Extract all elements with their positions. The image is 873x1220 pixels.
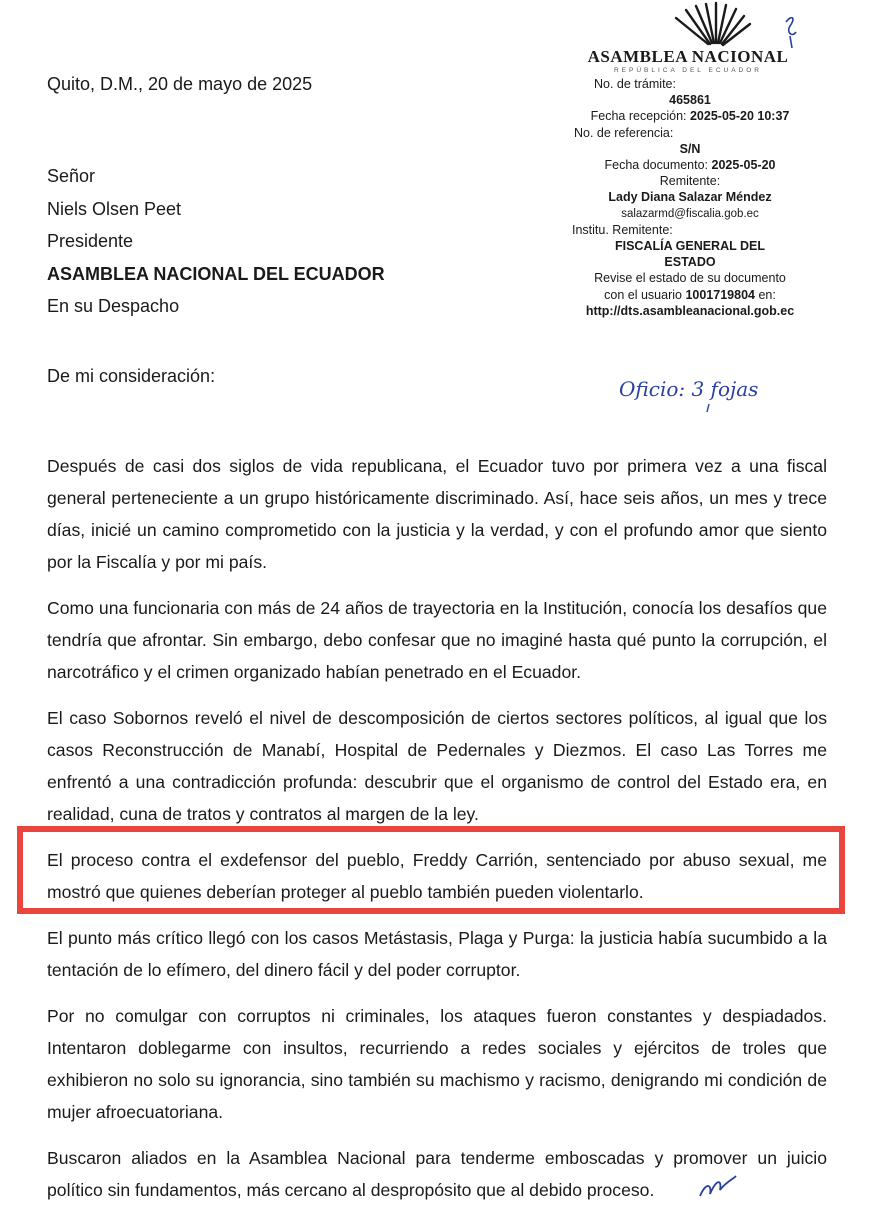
stamp-recepcion-value: 2025-05-20 10:37 — [689, 109, 790, 124]
recipient-name: Niels Olsen Peet — [47, 198, 182, 219]
stamp-tramite-label: No. de trámite: — [594, 77, 676, 91]
stamp-remitente-email: salazarmd@fiscalia.gob.ec — [621, 207, 759, 220]
stamp-remitente-label: Remitente: — [659, 174, 721, 189]
handwritten-mark-icon — [786, 18, 796, 48]
handwritten-underline-icon — [707, 404, 709, 412]
stamp-remitente-name: Lady Diana Salazar Méndez — [608, 190, 772, 205]
stamp-url: http://dts.asambleanacional.gob.ec — [585, 303, 795, 318]
logo-rays-icon — [676, 3, 750, 45]
stamp-institu-value: FISCALÍA GENERAL DEL ESTADO — [614, 239, 765, 270]
highlight-box — [17, 826, 845, 914]
recipient-block — [47, 160, 385, 323]
asamblea-logo — [560, 0, 820, 76]
stamp-revise-prefix: con el usuario — [604, 287, 682, 302]
reception-stamp — [560, 0, 820, 319]
stamp-institu-label: Institu. Remitente: — [572, 222, 673, 237]
stamp-recepcion — [560, 108, 820, 124]
letter-date: Quito, D.M., 20 de mayo de 2025 — [47, 74, 313, 94]
stamp-referencia-label: No. de referencia: — [574, 125, 674, 140]
stamp-revise-suffix: en: — [758, 287, 776, 302]
stamp-revise-2 — [560, 287, 820, 303]
stamp-tramite-value: 465861 — [669, 93, 711, 108]
logo-subtitle: REPÚBLICA DEL ECUADOR — [613, 67, 763, 74]
signature-scribble-icon — [700, 1176, 736, 1196]
recipient-title: Presidente — [47, 231, 134, 251]
paragraph-4-highlighted: El proceso contra el exdefensor del pueblo, Freddy Carrión, sentenciado por abuso sexual, me mostró que quienes deberían proteger al pueblo también pueden violentarlo. — [47, 850, 827, 902]
greeting: De mi consideración: — [47, 366, 216, 386]
stamp-referencia-value: S/N — [679, 141, 701, 156]
paragraph-6: Por no comulgar con corruptos ni criminales, los ataques fueron constantes y despiadados. Intentaron doblegarme con insultos, recurriendo a redes sociales y ejércitos de troles que exhibieron no solo su ignorancia, sino también su machismo y racismo, denigrando mi condición de mujer afroecuatoriana. — [47, 1006, 827, 1122]
paragraph-2: Como una funcionaria con más de 24 años de trayectoria en la Institución, conocía los desafíos que tendría que afrontar. Sin embargo, debo confesar que no imaginé hasta qué punto la corrupción, el narcotráfico y el crimen organizado habían penetrado en el Ecuador. — [47, 598, 827, 682]
stamp-documento — [560, 157, 820, 173]
paragraph-7: Buscaron aliados en la Asamblea Nacional para tenderme emboscadas y promover un juicio político sin fundamentos, más cercano al despropósito que al debido proceso. — [47, 1148, 827, 1200]
stamp-revise-1: Revise el estado de su documento — [594, 271, 786, 286]
handwritten-annotation — [617, 368, 777, 417]
stamp-documento-label: Fecha documento: — [604, 158, 709, 173]
logo-title: ASAMBLEA NACIONAL — [587, 47, 789, 66]
stamp-recepcion-label: Fecha recepción: — [590, 109, 687, 124]
recipient-salutation: Señor — [47, 166, 96, 186]
recipient-institution: ASAMBLEA NACIONAL DEL ECUADOR — [47, 263, 385, 284]
paragraph-5: El punto más crítico llegó con los casos Metástasis, Plaga y Purga: la justicia había sucumbido a la tentación de lo efímero, del dinero fácil y del poder corruptor. — [47, 928, 827, 980]
stamp-revise-user: 1001719804 — [685, 287, 755, 302]
handwritten-note: Oficio: 3 fojas — [619, 377, 759, 401]
stamp-documento-value: 2025-05-20 — [711, 158, 776, 173]
paragraph-3: El caso Sobornos reveló el nivel de descomposición de ciertos sectores políticos, al igual que los casos Reconstrucción de Manabí, Hospital de Pedernales y Diezmos. El caso Las Torres me enfrentó a una contradicción profunda: descubrir que el organismo de control del Estado era, en realidad, cuna de tratos y contratos al margen de la ley. — [47, 708, 827, 824]
recipient-location: En su Despacho — [47, 296, 180, 316]
paragraph-1: Después de casi dos siglos de vida republicana, el Ecuador tuvo por primera vez a una fiscal general perteneciente a un grupo históricamente discriminado. Así, hace seis años, un mes y trece días, inicié un camino comprometido con la justicia y la verdad, y con el profundo amor que siento por la Fiscalía y por mi país. — [47, 456, 827, 572]
